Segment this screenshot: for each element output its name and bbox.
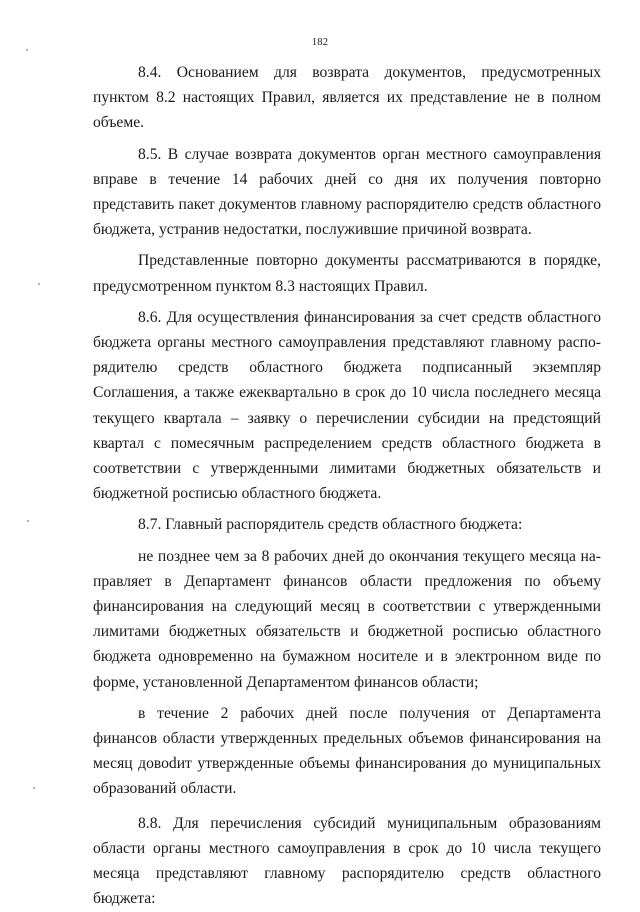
paragraph-8-4: 8.4. Основанием для возврата документов, предусмотренных пунктом 8.2 настоящих Правил, является их представление не в полном объеме. <box>93 64 601 132</box>
paragraph-8-7-item-1: не позднее чем за 8 рабочих дней до окончания текущего месяца направляет в Департамент финансов области предложения по объему финансирования на следующий месяц в соответствии с утвержденными лимитами бюджетных обязательств и бюджетной росписью областного бюджета одновременно на бумажном носителе и в электронном виде по форме, установленной Департаментом финансов области; <box>93 547 601 691</box>
paragraph-8-7-item-2: в течение 2 рабочих дней после получения от Департамента финансов области утвержденных предельных объемов финансирования на месяц довоdит утвержденные объемы финансирования до муниципальных образований области. <box>93 704 601 798</box>
paragraph-8-7: 8.7. Главный распорядитель средств областного бюджета: <box>138 516 523 534</box>
scan-speck <box>33 787 35 789</box>
document-body <box>93 60 601 912</box>
scan-speck <box>26 49 28 51</box>
paragraph-resubmitted: Представленные повторно документы рассматриваются в порядке, предусмотренном пунктом 8.3 настоящих Правил. <box>93 252 601 295</box>
paragraph-8-5: 8.5. В случае возврата документов орган местного самоуправления вправе в течение 14 рабочих дней со дня их получения повторно представить пакет документов главному распорядителю средств областного бюджета, устранив недостатки, послужившие причиной возврата. <box>93 145 601 239</box>
scan-speck <box>38 283 40 285</box>
scan-speck <box>27 520 29 522</box>
page-number: 182 <box>311 37 329 48</box>
paragraph-8-8: 8.8. Для перечисления субсидий муниципальным образованиям области органы местного самоуправления в срок до 10 числа текущего месяца представляют главному распорядителю средств областного бюджета: <box>93 814 601 908</box>
paragraph-8-6: 8.6. Для осуществления финансирования за счет средств областного бюджета органы местного самоуправления представляют главному распорядителю средств областного бюджета подписанный экземпляр Соглашения, а также ежеквартально в срок до 10 числа последнего месяца текущего квартала – заявку о перечислении субсидии на предстоящий квартал с помесячным распределением средств областного бюджета в соответствии с утвержденными лимитами бюджетных обязательств и бюджетной росписью областного бюджета. <box>93 308 601 503</box>
